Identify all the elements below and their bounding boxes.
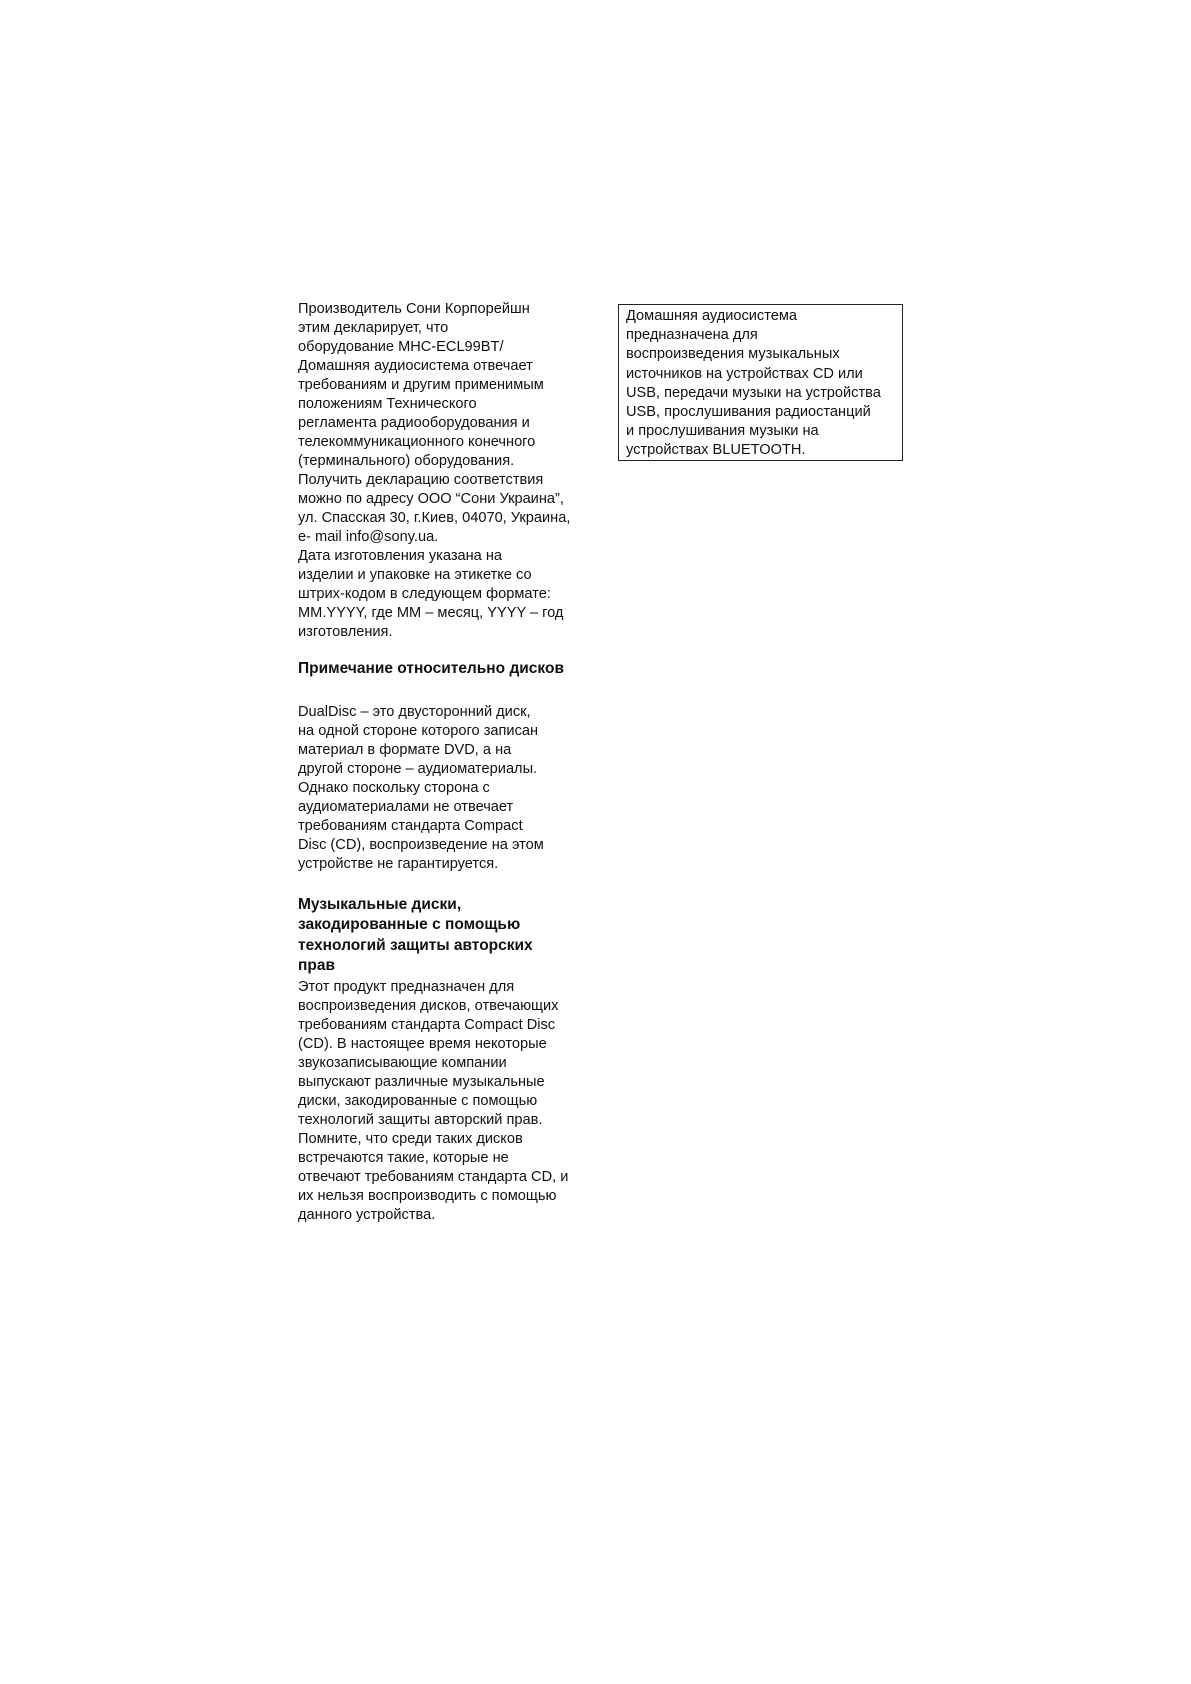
copy-protection-line: выпускают различные музыкальные: [298, 1073, 545, 1090]
purpose-box: [618, 304, 903, 461]
declaration-line: требованиям и другим применимым: [298, 377, 544, 393]
declaration-line: (терминального) оборудования.: [298, 453, 515, 469]
copy-protection-section: [298, 895, 598, 1225]
copy-protection-line: воспроизведения дисков, отвечающих: [298, 997, 559, 1014]
disc-note-line: DualDisc – это двусторонний диск,: [298, 703, 531, 720]
copy-protection-line: диски, закодированные с помощью: [298, 1092, 538, 1109]
declaration-line: положениям Технического: [298, 396, 477, 412]
disc-note-line: аудиоматериалами не отвечает: [298, 798, 514, 815]
purpose-box-line: источников на устройствах CD или: [626, 365, 863, 382]
copy-protection-heading: [298, 895, 598, 977]
declaration-line: этим декларирует, что: [298, 320, 449, 336]
disc-note-line: требованиям стандарта Compact: [298, 817, 523, 834]
declaration-line: ул. Спасская 30, г.Киев, 04070, Украина,: [298, 510, 571, 526]
purpose-box-line: USB, прослушивания радиостанций: [626, 404, 871, 421]
declaration-line: Домашняя аудиосистема отвечает: [298, 358, 533, 374]
declaration-line: MM.YYYY, где MM – месяц, YYYY – год: [298, 605, 564, 621]
declaration-line: Производитель Сони Корпорейшн: [298, 301, 530, 317]
copy-protection-line: технологий защиты авторский прав.: [298, 1111, 543, 1128]
copy-protection-heading-line: технологий защиты авторских: [298, 936, 533, 954]
declaration-line: штрих-кодом в следующем формате:: [298, 586, 551, 602]
declaration-line: можно по адресу ООО “Сони Украина”,: [298, 491, 564, 507]
declaration-line: изделии и упаковке на этикетке со: [298, 567, 532, 583]
copy-protection-line: Этот продукт предназначен для: [298, 978, 515, 995]
copy-protection-line: их нельзя воспроизводить с помощью: [298, 1187, 557, 1204]
copy-protection-line: отвечают требованиям стандарта CD, и: [298, 1168, 569, 1185]
copy-protection-line: (CD). В настоящее время некоторые: [298, 1035, 547, 1052]
copy-protection-heading-line: Музыкальные диски,: [298, 895, 462, 913]
declaration-line: e- mail info@sony.ua.: [298, 529, 439, 545]
declaration-paragraph: [298, 300, 598, 642]
disc-note-line: на одной стороне которого записан: [298, 722, 539, 739]
declaration-line: изготовления.: [298, 624, 393, 640]
disc-note-line: материал в формате DVD, а на: [298, 741, 512, 758]
purpose-box-line: USB, передачи музыки на устройства: [626, 384, 881, 401]
disc-note-heading: Примечание относительно дисков: [298, 660, 564, 677]
disc-note-section: [298, 659, 598, 874]
declaration-line: Дата изготовления указана на: [298, 548, 503, 564]
purpose-box-line: устройствах BLUETOOTH.: [626, 442, 806, 459]
purpose-box-line: воспроизведения музыкальных: [626, 346, 840, 363]
disc-note-line: другой стороне – аудиоматериалы.: [298, 760, 538, 777]
copy-protection-heading-line: закодированные с помощью: [298, 916, 521, 933]
disc-note-line: устройстве не гарантируется.: [298, 855, 499, 872]
declaration-line: телекоммуникационного конечного: [298, 434, 536, 450]
left-column: [298, 300, 598, 1225]
declaration-line: Получить декларацию соответствия: [298, 472, 544, 488]
disc-note-line: Однако поскольку сторона с: [298, 779, 490, 796]
copy-protection-line: звукозаписывающие компании: [298, 1054, 507, 1071]
declaration-line: оборудование MHC-ECL99BT/: [298, 339, 504, 355]
copy-protection-heading-line: прав: [298, 957, 335, 974]
purpose-box-line: предназначена для: [626, 327, 758, 344]
copy-protection-line: встречаются такие, которые не: [298, 1149, 509, 1166]
disc-note-line: Disc (CD), воспроизведение на этом: [298, 836, 544, 853]
copy-protection-line: данного устройства.: [298, 1206, 436, 1223]
declaration-line: регламента радиооборудования и: [298, 415, 530, 431]
purpose-box-line: и прослушивания музыки на: [626, 423, 819, 440]
copy-protection-line: требованиям стандарта Compact Disc: [298, 1016, 556, 1033]
purpose-box-line: Домашняя аудиосистема: [626, 308, 798, 324]
copy-protection-line: Помните, что среди таких дисков: [298, 1130, 523, 1147]
